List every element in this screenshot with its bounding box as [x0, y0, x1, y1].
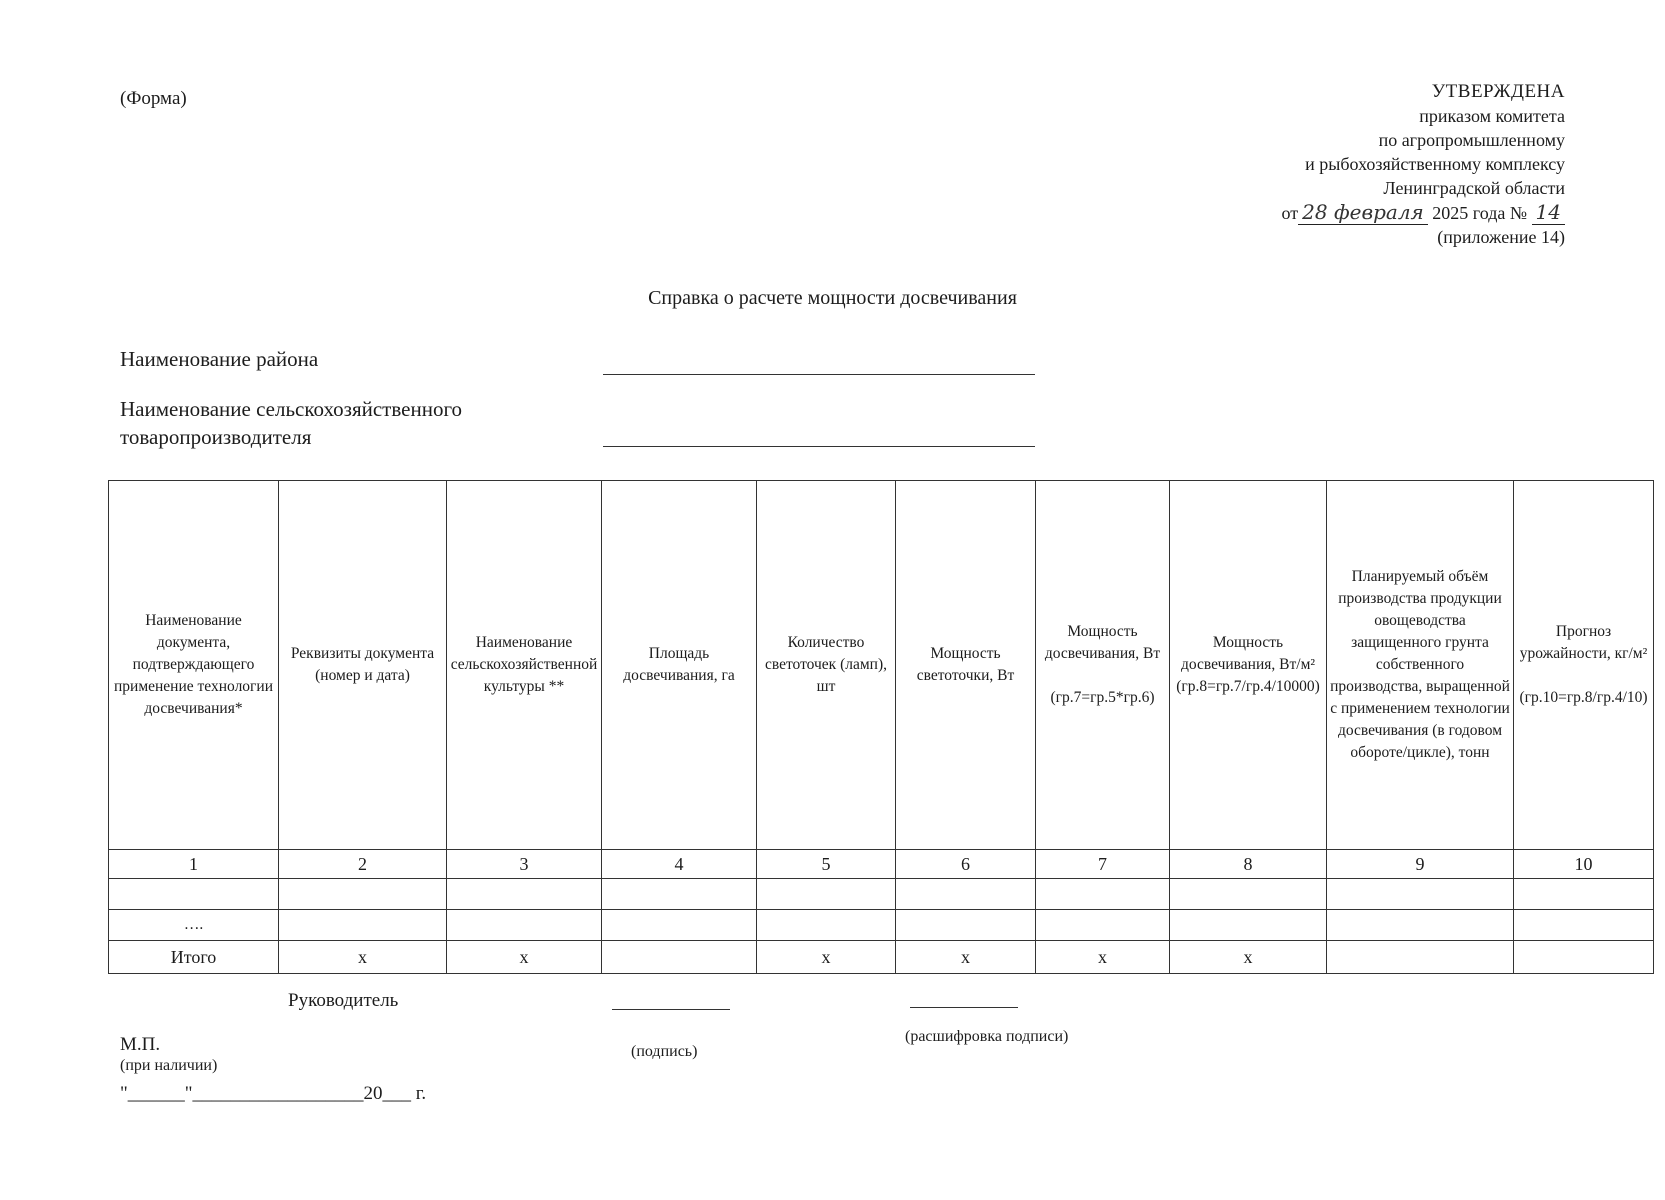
district-label: Наименование района — [120, 347, 319, 371]
column-number: 2 — [279, 850, 447, 879]
signature-caption: (подпись) — [631, 1043, 698, 1060]
table-cell[interactable] — [109, 879, 279, 910]
approval-appendix: (приложение 14) — [1437, 227, 1565, 247]
header-formula-7: (гр.7=гр.5*гр.6) — [1050, 689, 1155, 706]
producer-label-line-1: Наименование сельскохозяйственного — [120, 397, 463, 421]
form-label: (Форма) — [120, 88, 187, 109]
approval-date-line — [1282, 200, 1565, 225]
table-cell[interactable] — [1170, 879, 1327, 910]
table-cell[interactable] — [602, 879, 757, 910]
header-col-2: Реквизиты документа (номер и дата) — [279, 481, 447, 850]
table-cell[interactable] — [1327, 879, 1514, 910]
header-col-8: Мощность досвечивания, Вт/м² (гр.8=гр.7/гр.4/10000) — [1170, 481, 1327, 850]
approval-line-1: приказом комитета — [1419, 106, 1565, 126]
approval-line-4: Ленинградской области — [1383, 178, 1565, 198]
approval-line-2: по агропромышленному — [1378, 130, 1565, 150]
table-cell[interactable] — [447, 910, 602, 941]
total-cell: x — [757, 941, 896, 974]
signature-decode-caption: (расшифровка подписи) — [905, 1028, 1069, 1045]
header-col-10: Прогноз урожайности, кг/м² (гр.10=гр.8/гр.4/10) — [1514, 481, 1654, 850]
header-col-1: Наименование документа, подтверждающего применение технологии досвечивания* — [109, 481, 279, 850]
approval-date-prefix: от — [1281, 203, 1299, 223]
header-formula-10: (гр.10=гр.8/гр.4/10) — [1519, 689, 1648, 706]
total-cell[interactable] — [602, 941, 757, 974]
table-cell[interactable]: …. — [109, 910, 279, 941]
column-number: 1 — [109, 850, 279, 879]
producer-label-line-2: товаропроизводителя — [120, 425, 312, 449]
total-label: Итого — [109, 941, 279, 974]
table-cell[interactable] — [896, 910, 1036, 941]
table-cell[interactable] — [1036, 910, 1170, 941]
table-row — [109, 910, 1654, 941]
header-col-7: Мощность досвечивания, Вт (гр.7=гр.5*гр.6) — [1036, 481, 1170, 850]
header-col-6: Мощность светоточки, Вт — [896, 481, 1036, 850]
total-cell: x — [896, 941, 1036, 974]
table-cell[interactable] — [602, 910, 757, 941]
stamp-note: (при наличии) — [120, 1057, 218, 1074]
total-cell: x — [1036, 941, 1170, 974]
calculation-table — [108, 480, 1654, 974]
signature-line[interactable] — [612, 1009, 730, 1010]
total-cell[interactable] — [1327, 941, 1514, 974]
column-number-row — [109, 850, 1654, 879]
total-cell: x — [447, 941, 602, 974]
table-cell[interactable] — [757, 879, 896, 910]
table-cell[interactable] — [447, 879, 602, 910]
column-number: 8 — [1170, 850, 1327, 879]
header-col-5: Количество светоточек (ламп), шт — [757, 481, 896, 850]
approval-date-suffix: 2025 года № — [1432, 203, 1528, 223]
district-field[interactable] — [603, 374, 1035, 375]
approval-title: УТВЕРЖДЕНА — [1431, 81, 1565, 102]
total-cell[interactable] — [1514, 941, 1654, 974]
total-cell: x — [279, 941, 447, 974]
table-cell[interactable] — [279, 879, 447, 910]
handwritten-date: 28 февраля — [1298, 200, 1428, 225]
column-number: 7 — [1036, 850, 1170, 879]
table-cell[interactable] — [1514, 910, 1654, 941]
table-cell[interactable] — [1327, 910, 1514, 941]
producer-field[interactable] — [603, 446, 1035, 447]
table-cell[interactable] — [279, 910, 447, 941]
column-number: 6 — [896, 850, 1036, 879]
header-col-9: Планируемый объём производства продукции овощеводства защищенного грунта собственного производства, выращенной с применением технологии досвечивания (в годовом обороте/цикле), тонн — [1327, 481, 1514, 850]
header-formula-8: (гр.8=гр.7/гр.4/10000) — [1176, 678, 1320, 695]
header-col-3: Наименование сельскохозяйственной культуры ** — [447, 481, 602, 850]
table-cell[interactable] — [1036, 879, 1170, 910]
column-number: 9 — [1327, 850, 1514, 879]
table-cell[interactable] — [757, 910, 896, 941]
approval-line-3: и рыбохозяйственному комплексу — [1305, 154, 1565, 174]
column-number: 3 — [447, 850, 602, 879]
stamp-label: М.П. — [120, 1034, 161, 1055]
column-number: 10 — [1514, 850, 1654, 879]
approval-stamp — [1282, 80, 1565, 249]
document-title: Справка о расчете мощности досвечивания — [648, 287, 1017, 309]
total-row — [109, 941, 1654, 974]
table-header-row — [109, 481, 1654, 850]
table-row — [109, 879, 1654, 910]
table-cell[interactable] — [1514, 879, 1654, 910]
total-cell: x — [1170, 941, 1327, 974]
head-label: Руководитель — [288, 990, 399, 1011]
handwritten-number: 14 — [1532, 200, 1565, 225]
column-number: 5 — [757, 850, 896, 879]
table-cell[interactable] — [896, 879, 1036, 910]
header-col-4: Площадь досвечивания, га — [602, 481, 757, 850]
column-number: 4 — [602, 850, 757, 879]
table-cell[interactable] — [1170, 910, 1327, 941]
signature-decode-line[interactable] — [910, 1007, 1018, 1008]
date-line[interactable]: "______"__________________20___ г. — [120, 1083, 427, 1104]
